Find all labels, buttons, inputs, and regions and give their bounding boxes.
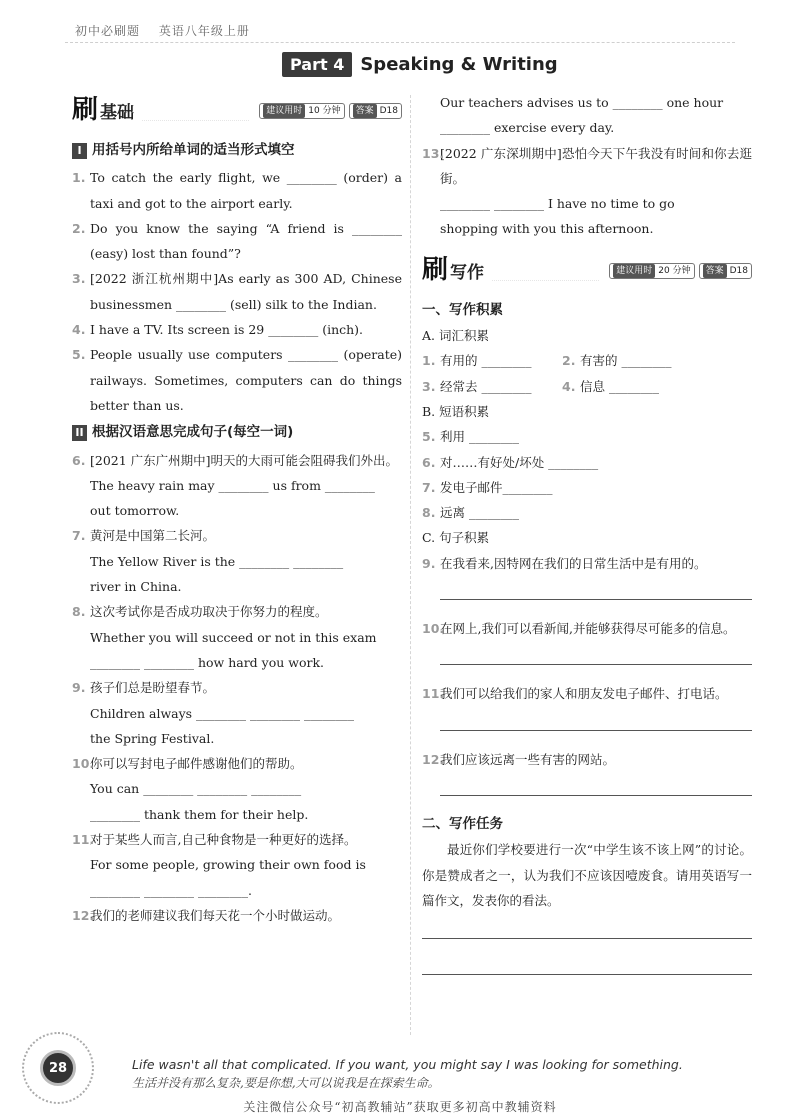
vocab-row: [422, 374, 752, 399]
part2-heading: II 根据汉语意思完成句子(每空一词): [72, 420, 402, 445]
roman-numeral: I: [72, 143, 87, 159]
answer-line: the Spring Festival.: [90, 730, 215, 746]
answer-line: Our teachers advises us to ________ one hour: [440, 95, 724, 110]
writing-task-heading: 二、写作任务: [422, 815, 503, 832]
answer-line: The Yellow River is the ________ ________: [90, 553, 344, 569]
answer-line: ________ exercise every day.: [440, 120, 615, 136]
answer-line: Children always ________ ________ ________: [90, 705, 355, 721]
basic-section-header: [72, 90, 402, 132]
question-10: 10. 你可以写封电子邮件感谢他们的帮助。: [72, 756, 303, 772]
question-9: 9. 孩子们总是盼望春节。: [72, 680, 216, 696]
answer-line: ________ thank them for their help.: [90, 806, 309, 822]
phrase-item-5: 5. 利用 ________: [422, 429, 519, 445]
quote-english: Life wasn't all that complicated. If you want, you might say I was looking for something.: [132, 1057, 683, 1072]
answer-badge: 答案 D18: [699, 263, 752, 279]
header-fill: [492, 267, 599, 281]
writing-line: [440, 582, 752, 600]
sentence-item-10: 10. 在网上,我们可以看新闻,并能够获得尽可能多的信息。: [422, 621, 736, 637]
part-title: Speaking & Writing: [360, 53, 558, 75]
sentence-item-9: 9. 在我看来,因特网在我们的日常生活中是有用的。: [422, 555, 707, 571]
question-3: 3. [2022 浙江杭州期中]As early as 300 AD, Chinese businessmen ________ (sell) silk to the Indian.: [72, 271, 402, 312]
answer-line: ________ ________ how hard you work.: [90, 654, 325, 670]
section-name: 基础: [100, 103, 135, 124]
writing-line: [440, 647, 752, 665]
question-1: 1. To catch the early flight, we ________ (order) a taxi and got to the airport early.: [72, 170, 402, 211]
part1-heading: I 用括号内所给单词的适当形式填空: [72, 138, 402, 163]
question-13: 13. [2022 广东深圳期中]恐怕今天下午我没有时间和你去逛街。: [422, 145, 752, 186]
question-5: 5. People usually use computers ________ (operate) railways. Sometimes, computers can do things better than us.: [72, 347, 402, 413]
quote-chinese: 生活并没有那么复杂,要是你想,大可以说我是在探索生命。: [132, 1076, 440, 1090]
answer-line: For some people, growing their own food is: [90, 857, 366, 873]
left-column: [72, 90, 402, 928]
phrase-item-8: 8. 远离 ________: [422, 505, 519, 521]
time-badge: 建议用时 10 分钟: [259, 103, 344, 119]
sentence-item-11: 11. 我们可以给我们的家人和朋友发电子邮件、打电话。: [422, 686, 728, 702]
vocab-label: A. 词汇积累: [422, 328, 489, 344]
vocab-item-2: 2. 有害的 ________: [562, 353, 672, 369]
vocab-item-4: 4. 信息 ________: [562, 378, 659, 394]
answer-line: You can ________ ________ ________: [90, 781, 302, 797]
vocab-item-1: 1. 有用的 ________: [422, 353, 532, 369]
answer-line: shopping with you this afternoon.: [440, 221, 654, 237]
phrase-item-6: 6. 对……有好处/坏处 ________: [422, 454, 599, 470]
answer-line: ________ ________ I have no time to go: [440, 196, 675, 212]
running-header: [75, 22, 264, 39]
part-banner: [282, 50, 558, 78]
writing-section-header: [422, 250, 752, 292]
answer-line: river in China.: [90, 579, 182, 595]
answer-line: The heavy rain may ________ us from ________: [90, 477, 375, 493]
question-2: 2. Do you know the saying “A friend is ________ (easy) lost than found”?: [72, 220, 402, 262]
shua-mark: 刷: [72, 95, 99, 126]
writing-task-prompt: 最近你们学校要进行一次“中学生该不该上网”的讨论。你是赞成者之一，认为我们不应该因噎废食。请用英语写一篇作文，发表你的看法。: [422, 842, 752, 908]
part-tag: Part 4: [282, 52, 352, 77]
answer-badge: 答案 D18: [349, 103, 402, 119]
header-divider: [65, 42, 735, 43]
subject-name: 英语八年级上册: [158, 24, 250, 38]
answer-line: ________ ________ ________.: [90, 882, 252, 898]
essay-line: [422, 957, 752, 975]
essay-line: [422, 921, 752, 939]
header-fill: [142, 107, 249, 121]
question-4: 4. I have a TV. Its screen is 29 ________ (inch).: [72, 322, 364, 338]
sentence-label: C. 句子积累: [422, 530, 490, 546]
writing-accumulation-heading: 一、写作积累: [422, 301, 503, 318]
question-11: 11. 对于某些人而言,自己种食物是一种更好的选择。: [72, 832, 357, 848]
writing-line: [440, 713, 752, 731]
question-6: 6. [2021 广东广州期中]明天的大雨可能会阻碍我们外出。: [72, 452, 399, 468]
vocab-item-3: 3. 经常去 ________: [422, 378, 532, 394]
book-name: 初中必刷题: [75, 24, 141, 38]
roman-numeral: II: [72, 425, 87, 441]
page-number: 28: [40, 1050, 76, 1086]
column-divider: [410, 95, 411, 1035]
question-12: 12. 我们的老师建议我们每天花一个小时做运动。: [72, 907, 341, 923]
answer-line: Whether you will succeed or not in this exam: [90, 629, 377, 645]
question-8: 8. 这次考试你是否成功取决于你努力的程度。: [72, 604, 328, 620]
phrase-item-7: 7. 发电子邮件________: [422, 479, 553, 495]
section-name: 写作: [450, 263, 485, 284]
question-7: 7. 黄河是中国第二长河。: [72, 528, 216, 544]
writing-line: [440, 778, 752, 796]
phrase-label: B. 短语积累: [422, 403, 490, 419]
footer-note: 关注微信公众号“初高教辅站”获取更多初高中教辅资料: [243, 1100, 557, 1114]
right-column: [422, 90, 752, 993]
shua-mark: 刷: [422, 255, 449, 286]
vocab-row: [422, 348, 752, 373]
sentence-item-12: 12. 我们应该远离一些有害的网站。: [422, 751, 616, 767]
answer-line: out tomorrow.: [90, 503, 180, 519]
time-badge: 建议用时 20 分钟: [609, 263, 694, 279]
